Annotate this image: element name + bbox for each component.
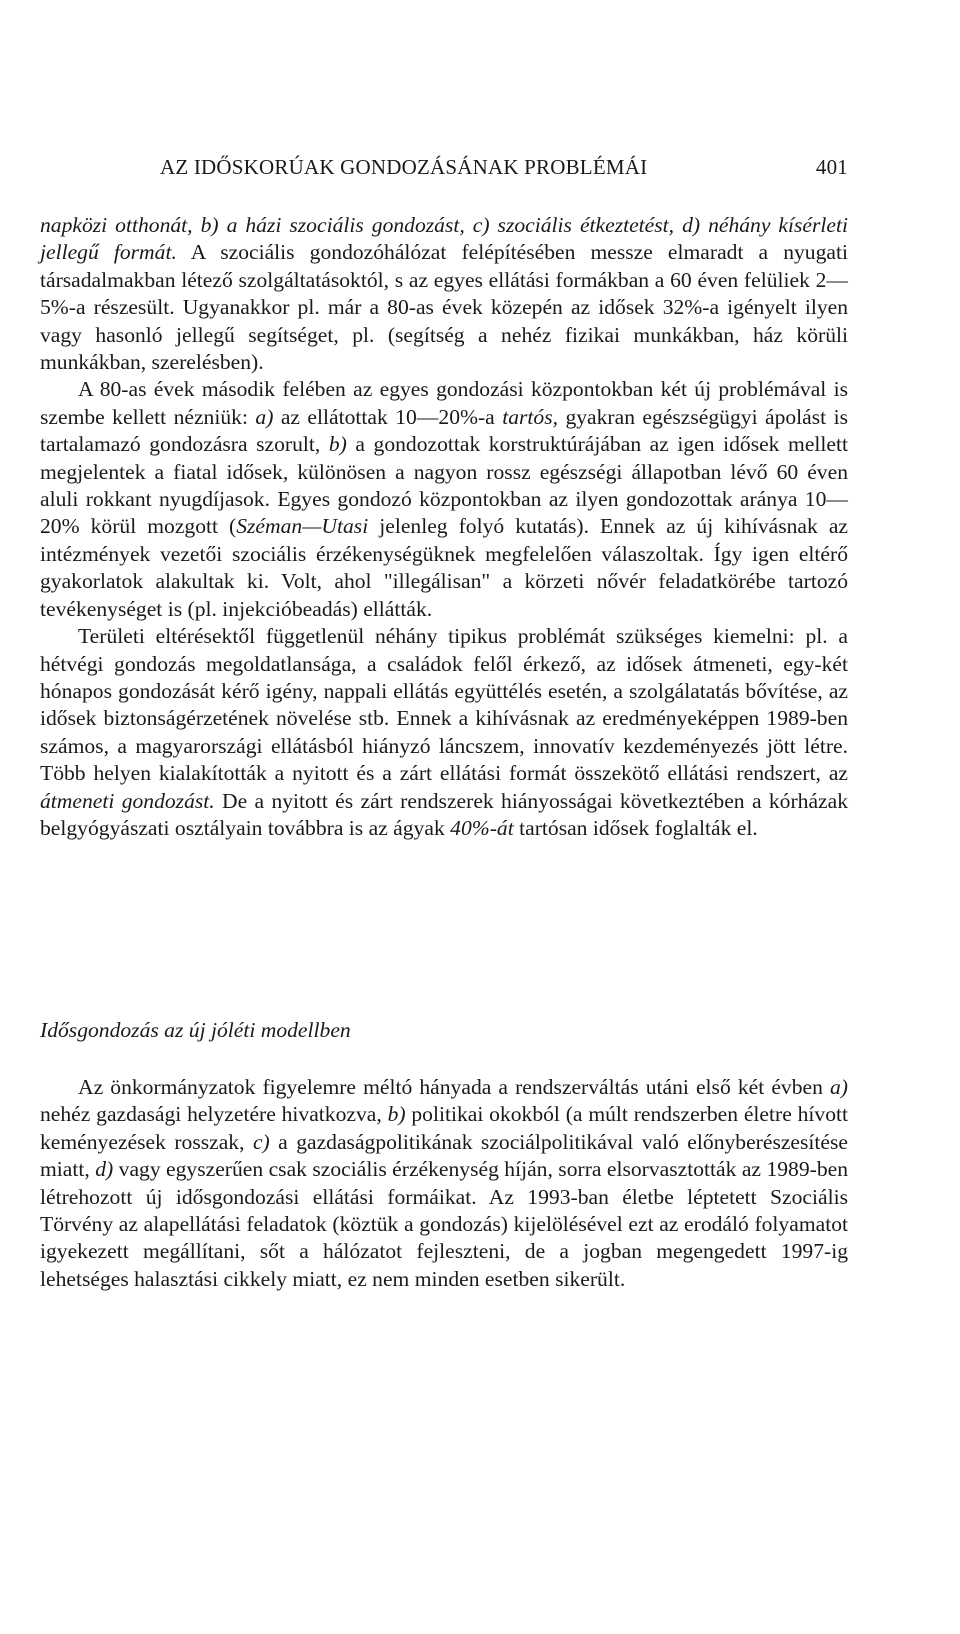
- italic-run: c): [252, 1129, 270, 1154]
- text-run: vagy egyszerűen csak szociális érzékenység híján, sorra elsorvasztották az 1989-ben létrehozott új idősgondozási ellátási formáikat. Az 1993-ban életbe léptetett Szociális Törvény az alapellátási feladatok (köztük a gondozás) kijelölésével ezt az erodáló folyamatot igyekezett megállítani, sőt a hálózatot fejleszteni, de a jogban megengedett 1997-ig lehetséges halasztási cikkely miatt, ez nem minden esetben sikerült.: [40, 1157, 848, 1291]
- running-header: [40, 155, 848, 185]
- body-text: [40, 212, 848, 842]
- italic-run: Széman—Utasi: [236, 514, 369, 539]
- text-run: politikai okokból (a múlt rendszerben életre hívott keményezések rosszak,: [40, 1102, 848, 1154]
- text-run: gyakran egészségügyi ápolást is tartalamazó gondozásra szorult,: [40, 404, 849, 457]
- text-run: A szociális gondozóhálózat felépítésében messze elmaradt a nyugati társadalmakban létező szolgáltatásoktól, s az egyes ellátási formákban a 60 éven felüliek 2—5%-a részesült. Ugyanakkor pl. már a 80-as évek közepén az idősek 32%-a igényelt ilyen vagy hasonló jellegű segítséget, pl. (segítség a nehéz fizikai munkákban, ház körüli munkákban, szerelésben).: [40, 240, 848, 375]
- section-paragraph-1: [40, 1074, 848, 1293]
- text-run: A 80-as évek második felében az egyes gondozási központokban két új problémával is szembe kellett nézniük:: [40, 377, 848, 429]
- italic-run: b): [387, 1102, 406, 1127]
- running-title: AZ IDŐSKORÚAK GONDOZÁSÁNAK PROBLÉMÁI: [160, 155, 648, 179]
- paragraph-3: [40, 623, 848, 842]
- text-run: nehéz gazdasági helyzetére hivatkozva,: [40, 1102, 388, 1127]
- section-heading: Idősgondozás az új jóléti modellben: [40, 1018, 351, 1042]
- text-run: jelenleg folyó kutatás). Ennek az új kihívásnak az intézmények vezetői szociális érzékenységüknek megfelelően válaszoltak. Így igen eltérő gyakorlatok alakultak ki. Volt, ahol "illegálisan" a körzeti nővér feladatkörébe tartozó tevékenységet is (pl. injekcióbeadás) ellátták.: [40, 514, 848, 621]
- section-body: [40, 1074, 848, 1293]
- paragraph-2: [40, 376, 848, 623]
- italic-run: b): [328, 432, 347, 457]
- italic-run: tartós,: [502, 404, 559, 429]
- italic-run: a): [255, 404, 274, 429]
- paragraph-1: [40, 212, 848, 376]
- text-run: a gazdaságpolitikának szociálpolitikával való előnyberészesítése miatt,: [40, 1129, 848, 1182]
- italic-run: napközi otthonát, b) a házi szociális gondozást, c) szociális étkeztetést, d) néhány kísérleti jellegű formát.: [40, 213, 848, 265]
- italic-run: 40%-át: [450, 815, 514, 840]
- text-run: az ellátottak 10—20%-a: [273, 404, 503, 429]
- text-run: Az önkormányzatok figyelemre méltó hányada a rendszerváltás utáni első két évben: [78, 1075, 830, 1099]
- italic-run: a): [830, 1075, 848, 1099]
- text-run: a gondozottak korstruktúrájában az igen idősek mellett megjelentek a fiatal idősek, különösen a nagyon rossz egészségi állapotban lévő 60 éven aluli rokkant nyugdíjasok. Egyes gondozó központokban az ilyen gondozottak aránya 10—20% körül mozgott (: [40, 432, 848, 539]
- text-run: tartósan idősek foglalták el.: [513, 815, 758, 840]
- text-run: Területi eltérésektől függetlenül néhány tipikus problémát szükséges kiemelni: pl. a hétvégi gondozás megoldatlansága, a családok felől érkező, az idősek átmeneti, egy-két hónapos gondozását kérő igény, nappali ellátás együttélés esetén, a szolgálatatás bővítése, az idősek biztonságérzetének növelése stb. Ennek a kihívásnak az eredményeképpen 1989-ben számos, a magyarországi ellátásból hiányzó láncszem, innovatív kezdeményezés jött létre. Több helyen kialakították a nyitott és a zárt ellátási formát összekötő ellátási rendszert, az: [40, 624, 848, 786]
- page-number: 401: [815, 155, 848, 179]
- italic-run: d): [95, 1157, 114, 1182]
- italic-run: átmeneti gondozást.: [40, 788, 215, 813]
- text-run: De a nyitott és zárt rendszerek hiányosságai következtében a kórházak belgyógyászati osztályain továbbra is az ágyak: [40, 788, 848, 840]
